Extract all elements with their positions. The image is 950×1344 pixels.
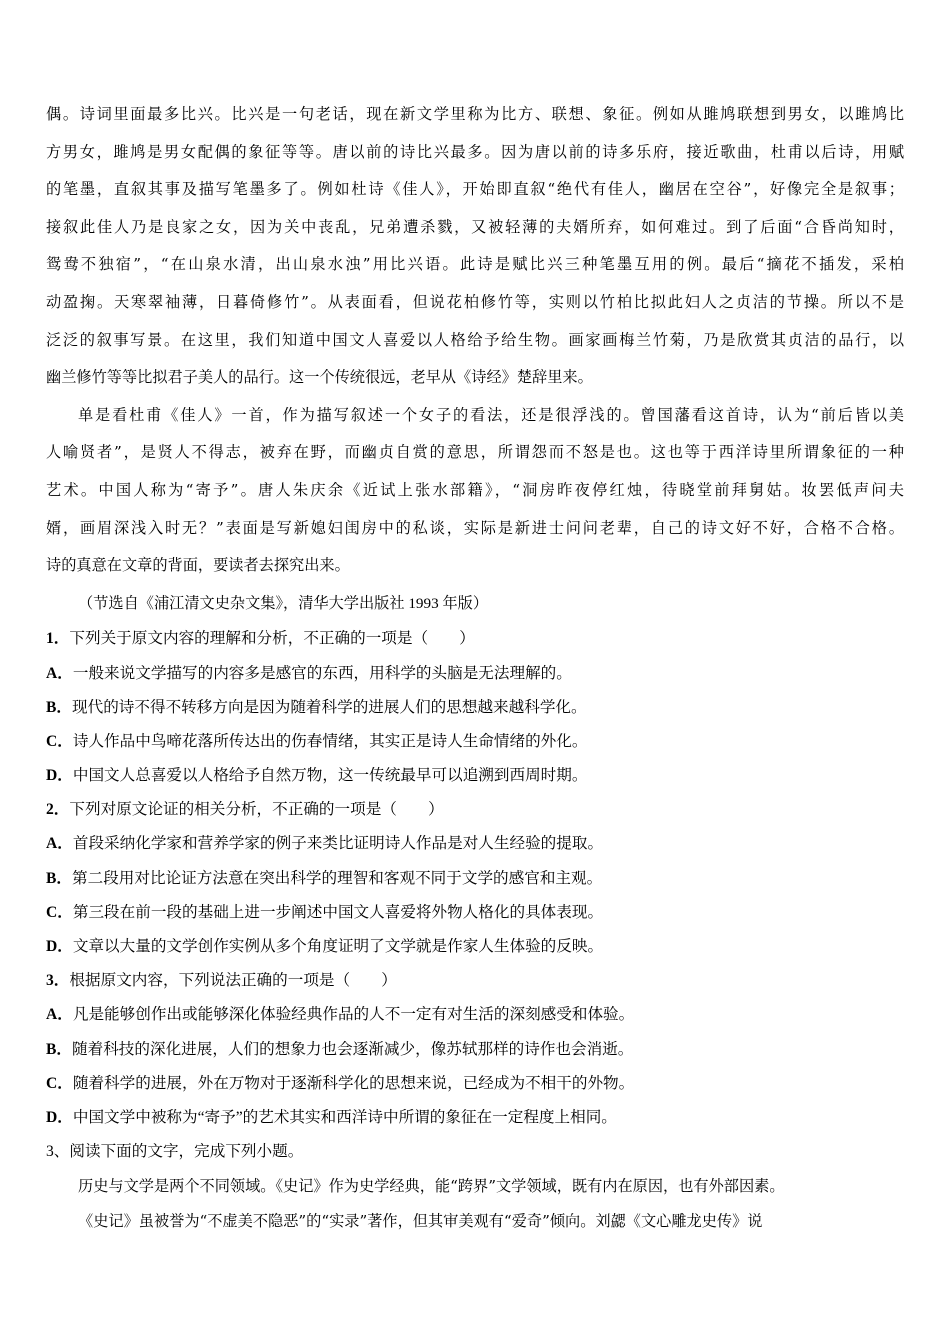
question-number: 1． [46, 630, 70, 648]
option-label: C． [46, 903, 73, 921]
passage-line: 接叙此佳人乃是良家之女，因为关中丧乱，兄弟遭杀戮，又被轻薄的夫婿所弃，如何难过。到了后面“合昏尚知时， [46, 217, 904, 236]
option-label: B． [46, 1040, 72, 1058]
question-stem [46, 622, 904, 656]
document-body [46, 96, 904, 1238]
answer-option [46, 896, 904, 930]
passage-line: 人喻贤者”，是贤人不得志，被弃在野，而幽贞自赏的意思，所谓怨而不怒是也。这也等于西洋诗里所谓象征的一种 [46, 443, 904, 462]
answer-option [46, 998, 904, 1032]
passage-line: 泛泛的叙事写景。在这里，我们知道中国文人喜爱以人格给予给生物。画家画梅兰竹菊，乃是欣赏其贞洁的品行，以 [46, 330, 904, 349]
option-text: 随着科技的深化进展，人们的想象力也会逐渐减少，像苏轼那样的诗作也会消逝。 [72, 1040, 634, 1058]
answer-option [46, 862, 904, 896]
passage-line: 诗的真意在文章的背面，要读者去探究出来。 [46, 556, 350, 575]
section3-line: 《史记》虽被誉为“不虚美不隐恶”的“实录”著作，但其审美观有“爱奇”倾向。刘勰《文心雕龙史传》说 [78, 1211, 763, 1230]
passage-line: 艺术。中国人称为“寄予”。唐人朱庆余《近试上张水部籍》，“洞房昨夜停红烛，待晓堂前拜舅姑。妆罢低声问夫 [46, 480, 904, 499]
passage-line: 婿，画眉深浅入时无？”表面是写新媳妇闺房中的私谈，实际是新进士问问老辈，自己的诗文好不好，合格不合格。 [46, 518, 904, 537]
option-label: A． [46, 835, 73, 853]
passage-line: 的笔墨，直叙其事及描写笔墨多了。例如杜诗《佳人》，开始即直叙“绝代有佳人，幽居在空谷”，好像完全是叙事； [46, 180, 904, 199]
section3-line: 历史与文学是两个不同领域。《史记》作为史学经典，能“跨界”文学领域，既有内在原因，也有外部因素。 [78, 1177, 785, 1196]
option-label: A． [46, 664, 73, 682]
option-label: C． [46, 732, 73, 750]
option-text: 中国文学中被称为“寄予”的艺术其实和西洋诗中所谓的象征在一定程度上相同。 [72, 1108, 617, 1126]
answer-option [46, 827, 904, 861]
question-stem [46, 793, 904, 827]
answer-option [46, 1101, 904, 1135]
option-text: 首段采纳化学家和营养学家的例子来类比证明诗人作品是对人生经验的提取。 [72, 835, 604, 853]
passage-line: 单是看杜甫《佳人》一首，作为描写叙述一个女子的看法，还是很浮浅的。曾国藩看这首诗，认为“前后皆以美 [78, 405, 904, 424]
question-number: 2． [46, 801, 70, 819]
option-text: 随着科学的进展，外在万物对于逐渐科学化的思想来说，已经成为不相干的外物。 [72, 1074, 635, 1092]
option-label: C． [46, 1074, 73, 1092]
passage-line: 鸳鸯不独宿”，“在山泉水清，出山泉水浊”用比兴语。此诗是赋比兴三种笔墨互用的例。最后“摘花不插发，采柏 [46, 255, 904, 274]
passage-line: 方男女，雎鸠是男女配偶的象征等等。唐以前的诗比兴最多。因为唐以前的诗多乐府，接近歌曲，杜甫以后诗，用赋 [46, 142, 904, 161]
answer-option [46, 725, 904, 759]
option-text: 一般来说文学描写的内容多是感官的东西，用科学的头脑是无法理解的。 [72, 664, 572, 682]
question-stem [46, 964, 904, 998]
option-label: D． [46, 1108, 73, 1126]
passage-line: 幽兰修竹等等比拟君子美人的品行。这一个传统很远，老早从《诗经》楚辞里来。 [46, 368, 593, 387]
answer-option [46, 1067, 904, 1101]
option-label: D． [46, 938, 73, 955]
question-number: 3． [46, 972, 70, 990]
section-heading: 3、阅读下面的文字，完成下列小题。 [46, 1143, 304, 1161]
passage-line: 偶。诗词里面最多比兴。比兴是一句老话，现在新文学里称为比方、联想、象征。例如从雎鸠联想到男女，以雎鸠比 [46, 105, 904, 123]
option-label: B． [46, 698, 72, 716]
option-text: 现代的诗不得不转移方向是因为随着科学的进展人们的思想越来越科学化。 [72, 698, 587, 716]
option-text: 第三段在前一段的基础上进一步阐述中国文人喜爱将外物人格化的具体表现。 [72, 903, 604, 921]
option-text: 诗人作品中鸟啼花落所传达出的伤春情绪，其实正是诗人生命情绪的外化。 [72, 732, 588, 750]
answer-option [46, 1033, 904, 1067]
answer-option [46, 657, 904, 691]
question-text: 下列关于原文内容的理解和分析，不正确的一项是（ ） [69, 630, 475, 648]
question-text: 下列对原文论证的相关分析，不正确的一项是（ ） [69, 801, 444, 819]
option-text: 文章以大量的文学创作实例从多个角度证明了文学就是作家人生体验的反映。 [72, 938, 604, 955]
answer-option [46, 691, 904, 725]
source-note: （节选自《浦江清文史杂文集》，清华大学出版社 1993 年版） [78, 594, 489, 612]
question-text: 根据原文内容，下列说法正确的一项是（ ） [69, 972, 397, 990]
option-text: 第二段用对比论证方法意在突出科学的理智和客观不同于文学的感官和主观。 [72, 869, 603, 887]
option-label: D． [46, 767, 73, 785]
option-label: B． [46, 869, 72, 887]
option-text: 凡是能够创作出或能够深化体验经典作品的人不一定有对生活的深刻感受和体验。 [72, 1006, 635, 1024]
answer-option [46, 930, 904, 964]
option-label: A． [46, 1006, 73, 1024]
passage-line: 动盈掬。天寒翠袖薄，日暮倚修竹”。从表面看，但说花柏修竹等，实则以竹柏比拟此妇人之贞洁的节操。所以不是 [46, 292, 904, 311]
answer-option [46, 759, 904, 793]
option-text: 中国文人总喜爱以人格给予自然万物，这一传统最早可以追溯到西周时期。 [72, 767, 588, 785]
